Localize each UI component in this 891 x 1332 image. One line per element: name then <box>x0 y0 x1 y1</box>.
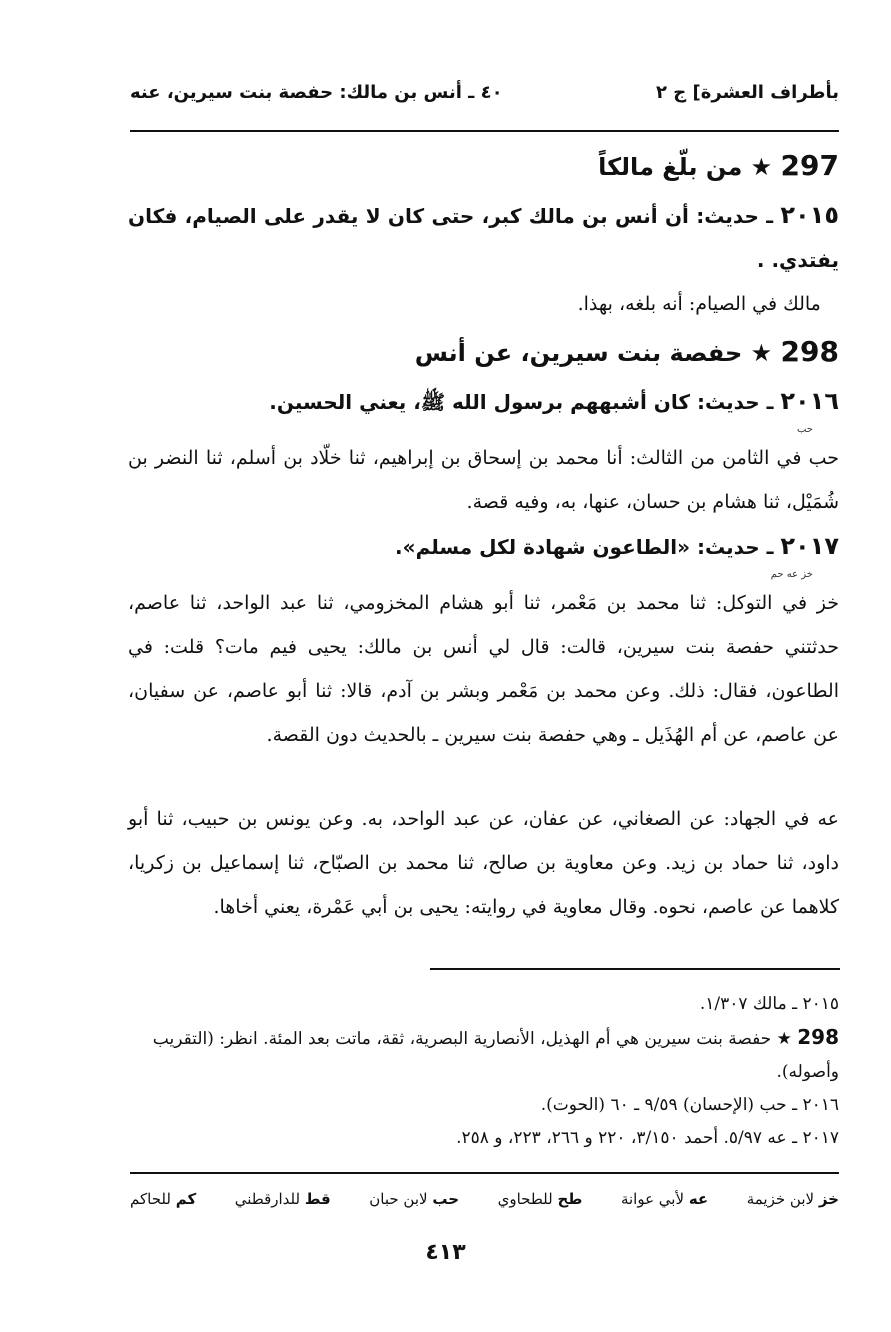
hadith-number: ٢٠١٦ <box>780 387 839 415</box>
legend-rule <box>130 1172 839 1174</box>
header-book-title: بأطراف العشرة] ج ٢ <box>656 82 839 103</box>
section-heading: حفصة بنت سيرين، عن أنس <box>414 339 743 367</box>
hadith-2015 <box>128 193 839 282</box>
header-rule <box>130 130 839 132</box>
legend-item: كم للحاكم <box>130 1190 197 1208</box>
running-header <box>130 82 839 103</box>
hadith-number: ٢٠١٥ <box>780 201 839 229</box>
paragraph-gap <box>128 757 839 797</box>
section-298-title <box>128 326 839 379</box>
hadith-2017-source-2: عه في الجهاد: عن الصغاني، عن عفان، عن عبد الواحد، به. وعن يونس بن حبيب، ثنا أبو داود، ثنا حماد بن زيد. وعن معاوية بن صالح، ثنا محمد بن الصبّاح، ثنا إسماعيل بن زكريا، كلاهما عن عاصم، نحوه. وقال معاوية في روايته: يحيى بن أبي عَمْرة، يعني أخاها. <box>128 808 839 918</box>
star-icon: ★ <box>750 153 773 181</box>
footnote-2015: ٢٠١٥ ـ مالك ١/٣٠٧. <box>699 994 839 1014</box>
main-text <box>128 140 839 929</box>
star-icon: ★ <box>776 1029 792 1049</box>
abbreviation-legend <box>130 1190 839 1208</box>
hadith-2016 <box>128 379 839 424</box>
legend-item: قط للدارقطني <box>234 1190 331 1208</box>
footnote-298 <box>130 1021 839 1089</box>
legend-item: خز لابن خزيمة <box>746 1190 839 1208</box>
section-297-title <box>128 140 839 193</box>
hadith-text: ـ حديث: كان أشبههم برسول الله ﷺ، يعني الحسين. <box>269 390 774 414</box>
hadith-2016-source: حب في الثامن من الثالث: أنا محمد بن إسحاق بن إبراهيم، ثنا خلّاد بن أسلم، ثنا النضر بن شُمَيْل، ثنا هشام بن حسان، عنها، به، وفيه قصة. <box>128 447 839 513</box>
source-mark: حب <box>796 424 813 435</box>
legend-item: حب لابن حبان <box>369 1190 460 1208</box>
legend-item: عه لأبي عوانة <box>620 1190 709 1208</box>
hadith-number: ٢٠١٧ <box>780 532 839 560</box>
hadith-2017-source-1: خز في التوكل: ثنا محمد بن مَعْمر، ثنا أبو هشام المخزومي، ثنا عبد الواحد، ثنا عاصم، حدثتني حفصة بنت سيرين، قالت: قال لي أنس بن مالك: يحيى فيم مات؟ قلت: في الطاعون، فقال: ذلك. وعن محمد بن مَعْمر وبشر بن آدم، قالا: ثنا أبو عاصم، عن سفيان، عن عاصم، عن أم الهُذَيل ـ وهي حفصة بنت سيرين ـ بالحديث دون القصة. <box>128 592 839 746</box>
footnotes <box>130 988 839 1155</box>
hadith-text: ـ حديث: أن أنس بن مالك كبر، حتى كان لا يقدر على الصيام، فكان يفتدي. . <box>128 204 839 272</box>
section-number: 298 <box>780 335 839 368</box>
footnote-2017: ٢٠١٧ ـ عه ٥/٩٧. أحمد ٣/١٥٠، ٢٢٠ و ٢٦٦، ٢٢٣، و ٢٥٨. <box>456 1128 839 1148</box>
section-number: 297 <box>780 149 839 182</box>
source-mark: خز عه حم <box>770 569 813 580</box>
footnote-2016: ٢٠١٦ ـ حب (الإحسان) ٩/٥٩ ـ ٦٠ (الحوت). <box>540 1095 839 1115</box>
section-heading: من بلّغ مالكاً <box>598 153 743 181</box>
page-number: ٤١٣ <box>425 1240 466 1265</box>
source-text: مالك في الصيام: أنه بلغه، بهذا. <box>577 293 821 315</box>
footnote-text: حفصة بنت سيرين هي أم الهذيل، الأنصارية البصرية، ثقة، ماتت بعد المئة. انظر: (التقريب وأصوله). <box>152 1029 839 1082</box>
footnote-number: 298 <box>797 1025 839 1049</box>
footnote-rule <box>430 968 840 970</box>
header-chapter-title: ٤٠ ـ أنس بن مالك: حفصة بنت سيرين، عنه <box>130 82 503 103</box>
star-icon: ★ <box>750 339 773 367</box>
hadith-2015-source <box>128 282 839 326</box>
hadith-2017 <box>128 524 839 569</box>
legend-item: طح للطحاوي <box>497 1190 583 1208</box>
hadith-text: ـ حديث: «الطاعون شهادة لكل مسلم». <box>395 535 774 559</box>
